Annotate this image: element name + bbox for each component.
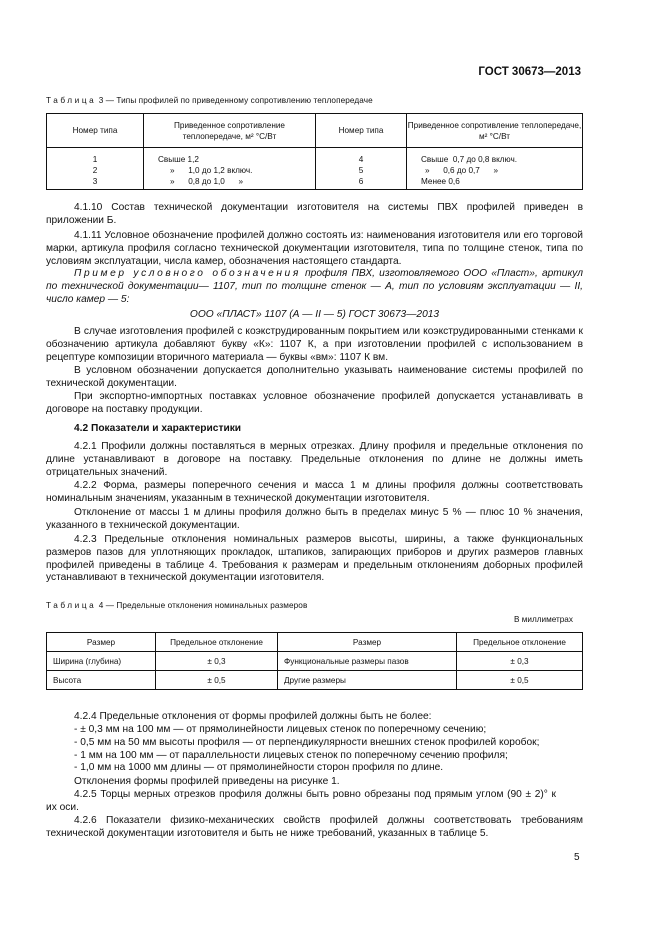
t3-type-5: 5 xyxy=(358,166,364,175)
t4-cell: ± 0,3 xyxy=(156,652,278,671)
list-item: - 1 мм на 100 мм — от параллельности лицевых стенок по поперечному сечению профиля; xyxy=(74,749,508,761)
para-4-2-6: 4.2.6 Показатели физико-механических свойств профилей должны соответствовать требованиям технической документации изготовителя и быть не ниже требований, указанных в таблице 5. xyxy=(46,815,583,839)
para-coextruded: В случае изготовления профилей с коэкструдированным покрытием или коэкструдированными стенками к обозначению артикула добавляют букву «К»: 1107 К, а при изготовлении профилей с использованием в рецептуре композиции вторичного материала — буквы «вм»: 1107 К вм. xyxy=(46,326,583,363)
document-header: ГОСТ 30673—2013 xyxy=(478,66,581,78)
t4-header-size-2: Размер xyxy=(278,633,457,652)
t4-cell: Другие размеры xyxy=(278,671,457,690)
table4-caption-text: 4 — Предельные отклонения номинальных размеров xyxy=(98,601,308,610)
t3-type-3: 3 xyxy=(92,177,98,186)
table-row xyxy=(47,671,583,690)
t4-header-size: Размер xyxy=(47,633,156,652)
t3-value-5: » 0,6 до 0,7 » xyxy=(425,166,499,175)
t4-cell: Функциональные размеры пазов xyxy=(278,652,457,671)
t3-header-resistance: Приведенное сопротивление теплопередаче, м² °С/Вт xyxy=(144,114,316,148)
t3-header-resistance-2: Приведенное сопротивление теплопередаче, м² °С/Вт xyxy=(407,114,583,148)
para-4-1-11: 4.1.11 Условное обозначение профилей должно состоять из: наименования изготовителя или его торговой марки, артикула профиля согласно технической документации изготовителя, типа по толщине стенок, типа по условиям эксплуатации, числа камер, обозначения настоящего стандарта. xyxy=(46,230,583,267)
para-4-2-3: 4.2.3 Предельные отклонения номинальных размеров высоты, ширины, а также функциональных размеров пазов для уплотняющих прокладок, штапиков, запирающих приборов и других размеров главных профилей приведены в таблице 4. Требования к размерам и предельным отклонениям доборных профилей устанавливают в технической документации изготовителя. xyxy=(46,534,583,584)
t4-cell: Ширина (глубина) xyxy=(47,652,156,671)
t3-type-4: 4 xyxy=(358,155,364,164)
t3-left-types xyxy=(47,148,144,190)
para-4-1-10: 4.1.10 Состав технической документации изготовителя на системы ПВХ профилей приведен в приложении Б. xyxy=(46,202,583,226)
t3-header-type-2: Номер типа xyxy=(316,114,407,148)
para-4-2-2: 4.2.2 Форма, размеры поперечного сечения и масса 1 м длины профиля должны соответствовать номинальным значениям, указанным в технической документации изготовителя. xyxy=(46,480,583,504)
para-export: При экспортно-импортных поставках условное обозначение профилей допускается устанавливать в договоре на поставку продукции. xyxy=(46,391,583,415)
t3-header-type: Номер типа xyxy=(47,114,144,148)
t3-right-values xyxy=(407,148,583,190)
t3-value-4: Свыше 0,7 до 0,8 включ. xyxy=(421,155,518,164)
table3-caption-prefix: Таблица xyxy=(46,96,97,105)
t3-right-types xyxy=(316,148,407,190)
t4-header-deviation: Предельное отклонение xyxy=(156,633,278,652)
table4-caption-prefix: Таблица xyxy=(46,601,97,610)
example-designation: ООО «ПЛАСТ» 1107 (А — II — 5) ГОСТ 30673—2013 xyxy=(189,309,440,320)
t4-cell: Высота xyxy=(47,671,156,690)
example-paragraph xyxy=(46,268,583,306)
t3-value-1: Свыше 1,2 xyxy=(158,155,199,164)
section-4-2-title: 4.2 Показатели и характеристики xyxy=(74,423,242,434)
table4-caption xyxy=(46,601,307,610)
t4-cell: ± 0,5 xyxy=(457,671,583,690)
para-4-2-1: 4.2.1 Профили должны поставляться в мерных отрезках. Длину профиля и предельные отклонения по длине устанавливают в договоре на поставку. Предельные отклонения по длине не должны иметь отрицательных значений. xyxy=(46,441,583,478)
table-4 xyxy=(46,632,583,690)
t3-left-values xyxy=(144,148,316,190)
table4-units: В миллиметрах xyxy=(514,615,573,624)
table-row xyxy=(47,652,583,671)
table3-caption-text: 3 — Типы профилей по приведенному сопротивлению теплопередаче xyxy=(98,96,373,105)
list-item: - 1,0 мм на 1000 мм длины — от прямолинейности сторон профиля по длине. xyxy=(74,762,444,774)
t3-type-6: 6 xyxy=(358,177,364,186)
t3-value-6: Менее 0,6 xyxy=(421,177,460,186)
t3-value-3: » 0,8 до 1,0 » xyxy=(170,177,244,186)
list-item: - ± 0,3 мм на 100 мм — от прямолинейности лицевых стенок по поперечному сечению; xyxy=(74,724,487,735)
t3-type-2: 2 xyxy=(92,166,98,175)
list-item: - 0,5 мм на 50 мм высоты профиля — от перпендикулярности внешних стенок профилей коробок; xyxy=(74,736,540,748)
t4-header-deviation-2: Предельное отклонение xyxy=(457,633,583,652)
example-text: профиля ПВХ, изготовляемого ООО «Пласт», артикул по технической документации— 1107, тип по толщине стенок — А, тип по условиям эксплуатации — II, число камер — 5: xyxy=(46,268,583,305)
table3-caption xyxy=(46,96,373,105)
page-number: 5 xyxy=(574,852,580,863)
para-4-2-5: 4.2.5 Торцы мерных отрезков профиля должны быть ровно обрезаны под прямым углом (90 ± 2)° к их оси. xyxy=(46,789,556,813)
para-4-2-2-mass: Отклонение от массы 1 м длины профиля должно быть в пределах минус 5 % — плюс 10 % значения, указанного в технической документации. xyxy=(46,507,583,531)
para-4-2-4: 4.2.4 Предельные отклонения от формы профилей должны быть не более: xyxy=(74,711,432,722)
t4-cell: ± 0,3 xyxy=(457,652,583,671)
para-system-name: В условном обозначении допускается дополнительно указывать наименование системы профилей по технической документации. xyxy=(46,365,583,389)
para-4-2-4-figure: Отклонения формы профилей приведены на рисунке 1. xyxy=(74,776,340,787)
t4-cell: ± 0,5 xyxy=(156,671,278,690)
form-deviation-list xyxy=(46,724,583,775)
table-3 xyxy=(46,113,583,190)
example-label: Пример условного обозначения xyxy=(74,268,301,279)
t3-type-1: 1 xyxy=(92,155,98,164)
t3-value-2: » 1,0 до 1,2 включ. xyxy=(170,166,253,175)
